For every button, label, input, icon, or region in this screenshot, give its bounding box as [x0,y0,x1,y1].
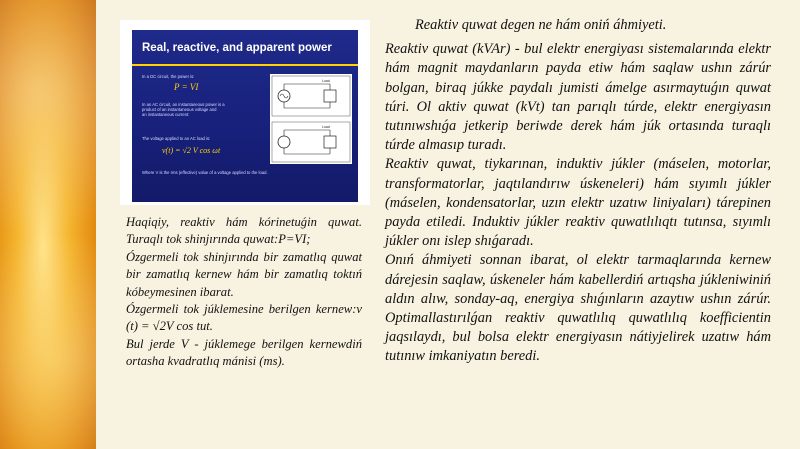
left-paragraph: Haqiqiy, reaktiv hám kórinetuǵin quwat. Turaqlı tok shinjırında quwat:P=VI; [126,215,362,247]
circuit-label: Load [322,125,330,129]
slide-formula-ac: v(t) = √2 V cos ωt [162,146,221,155]
slide-formula-dc: P = VI [174,82,199,92]
slide-text-line: In a DC circuit, the power is: [142,74,195,79]
embedded-slide [132,30,358,202]
slide-text-line: an instantaneous current: [142,112,190,117]
right-paragraph: Onıń áhmiyeti sonnan ibarat, ol elektr tarmaqlarında kernew dárejesin saqlaw, úskeneler hám kabellerdiń artıqsha júkleniwiniń aldın alıw, sonday-aq, energiya shıǵınların azaytıw ushın zárúr. Optimallastırılǵan reaktiv quwatlılıq quwatlılıq koefficientin jaqsılaydı, bul bolsa elektr energiyasın nátiyjelirek uzatıw hám tutınıw imkaniyatın beredi. [385,252,771,365]
slide-text-line: product of an instantaneous voltage and [142,107,217,112]
left-paragraph: Ózgermeli tok júklemesine berilgen kernew:v (t) = √2V cos tut. [126,302,362,334]
slide-text-line: In an AC circuit, an instantaneous power is a [142,102,225,107]
left-paragraph: Bul jerde V - júklemege berilgen kernewdiń ortasha kvadratlıq mánisi (ms). [126,336,362,369]
right-paragraph: Reaktiv quwat (kVAr) - bul elektr energiyası sistemalarında elektr hám magnit maydanların payda etiw hám saqlaw ushın zárúr bolgan, biraq júkke paydalı jumisti ámelge asırmaytuǵın quwat túri. Ol aktiv quwat (kVt) tan parıqlı túrde, elektr energiyasın tutınıwshıǵa jetkerip beriwde derek hám júk ortasında turaqlı túrde almasıp turadı. [385,41,771,154]
circuit-diagram-svg [270,74,352,164]
slide-image-frame [120,20,370,205]
circuit-diagram [270,74,352,164]
right-text-column [385,16,771,367]
decorative-side-band [0,0,96,449]
left-text-column [126,214,362,371]
slide-title: Real, reactive, and apparent power [142,42,332,54]
slide-title-underline [132,64,358,66]
section-heading: Reaktiv quwat degen ne hám oniń áhmiyeti. [415,17,667,33]
circuit-label: Load [322,79,330,83]
right-paragraph: Reaktiv quwat, tiykarınan, induktiv júkler (máselen, motorlar, transformatorlar, jaqtılandırıw úskeneleri) hám sıyımlı júkler (máselen, kondensatorlar, uzın elektr uzatıw liniyaları) tárepinen payda etiledi. Induktiv júkler reaktiv quwatlılıqtı tutınsa, sıyımlı júkler onı islep shıǵaradı. [385,156,771,250]
slide-text-line: The voltage applied to an AC load is: [142,136,211,141]
left-paragraph: Ózgermeli tok shinjırında bir zamatlıq quwat bir zamatlıq kernew hám bir zamatlıq toktıń kóbeymesinen ibarat. [126,249,362,299]
slide-text-line: Where V is the rms (effective) value of a voltage applied to the load. [142,170,268,175]
